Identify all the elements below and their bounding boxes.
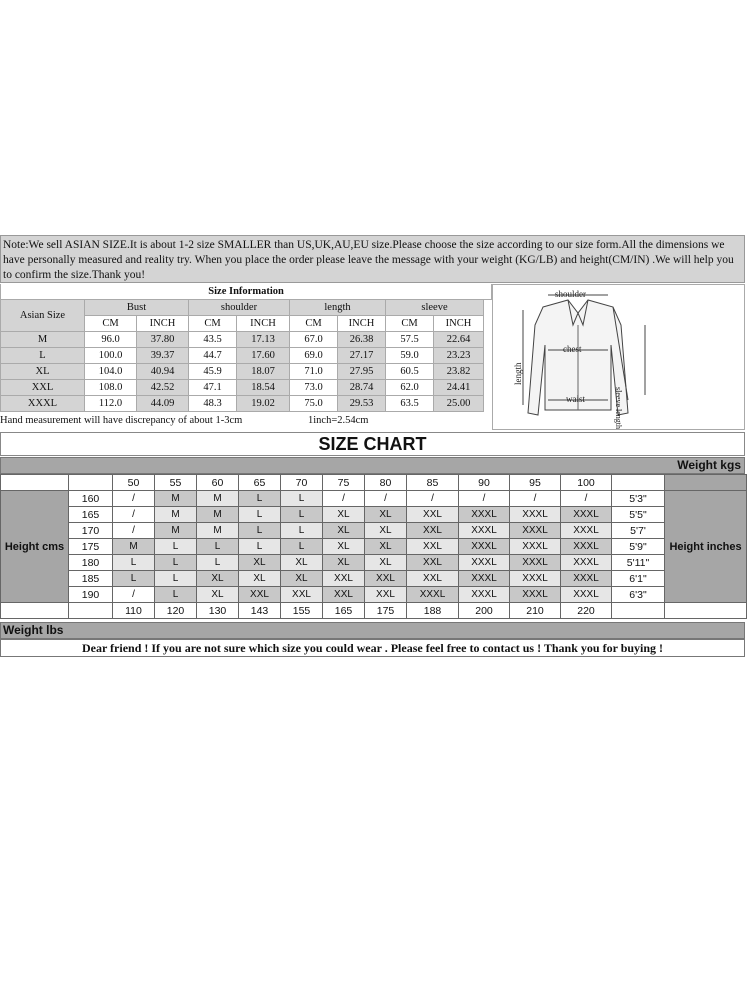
- height-cm-value: 190: [69, 587, 113, 603]
- size-information-table: [0, 284, 492, 412]
- size-cell: XL: [281, 571, 323, 587]
- weight-kg-row: [1, 475, 747, 491]
- size-info-row: [1, 380, 492, 396]
- size-info-cell: 26.38: [338, 332, 386, 348]
- size-cell: XXL: [407, 539, 459, 555]
- size-label: XXL: [1, 380, 85, 396]
- size-cell: /: [561, 491, 612, 507]
- size-info-cell: 43.5: [189, 332, 237, 348]
- height-inch-value: 6'1": [612, 571, 665, 587]
- size-info-cell: 57.5: [386, 332, 434, 348]
- size-chart-row: [1, 555, 747, 571]
- size-info-cell: 67.0: [290, 332, 338, 348]
- size-cell: XXXL: [510, 571, 561, 587]
- weight-kg-value: 80: [365, 475, 407, 491]
- size-label: XXXL: [1, 396, 85, 412]
- bust-header: Bust: [85, 300, 189, 316]
- size-info-cell: 73.0: [290, 380, 338, 396]
- size-cell: M: [197, 491, 239, 507]
- size-info-cell: 100.0: [85, 348, 137, 364]
- size-info-cell: 63.5: [386, 396, 434, 412]
- weight-lbs-value: 120: [155, 603, 197, 619]
- size-cell: XXXL: [510, 539, 561, 555]
- weight-lbs-label: Weight lbs: [0, 622, 745, 639]
- inch-conversion-note: 1inch=2.54cm: [308, 415, 369, 426]
- weight-lbs-row: [1, 603, 747, 619]
- size-cell: XXL: [365, 571, 407, 587]
- size-cell: M: [113, 539, 155, 555]
- size-cell: M: [197, 507, 239, 523]
- weight-kg-value: 75: [323, 475, 365, 491]
- size-info-cell: 69.0: [290, 348, 338, 364]
- size-chart-row: [1, 523, 747, 539]
- size-info-cell: 40.94: [137, 364, 189, 380]
- size-info-cell: 96.0: [85, 332, 137, 348]
- size-cell: XXL: [407, 507, 459, 523]
- size-cell: L: [113, 571, 155, 587]
- size-cell: XXXL: [561, 523, 612, 539]
- size-cell: XXL: [323, 587, 365, 603]
- size-cell: /: [323, 491, 365, 507]
- size-info-cell: 23.23: [434, 348, 484, 364]
- size-cell: XXXL: [510, 523, 561, 539]
- sleeve-header: sleeve: [386, 300, 484, 316]
- size-cell: /: [113, 507, 155, 523]
- size-cell: XXXL: [561, 539, 612, 555]
- size-info-cell: 23.82: [434, 364, 484, 380]
- size-cell: L: [281, 539, 323, 555]
- size-info-cell: 27.95: [338, 364, 386, 380]
- size-cell: /: [365, 491, 407, 507]
- size-cell: XL: [239, 571, 281, 587]
- weight-kg-value: 55: [155, 475, 197, 491]
- weight-kg-value: 95: [510, 475, 561, 491]
- size-cell: L: [239, 523, 281, 539]
- size-info-cell: 18.54: [237, 380, 290, 396]
- size-cell: /: [510, 491, 561, 507]
- size-info-cell: 24.41: [434, 380, 484, 396]
- diagram-shoulder-label: shoulder: [555, 289, 586, 299]
- size-chart-row: [1, 539, 747, 555]
- size-cell: L: [155, 587, 197, 603]
- size-cell: L: [197, 555, 239, 571]
- size-cell: XXXL: [510, 555, 561, 571]
- size-cell: XL: [281, 555, 323, 571]
- height-inch-value: 5'9": [612, 539, 665, 555]
- unit-header: INCH: [434, 316, 484, 332]
- diagram-length-label: length: [513, 362, 523, 385]
- height-inches-label: Height inches: [665, 491, 747, 603]
- height-inch-value: 5'5": [612, 507, 665, 523]
- height-cms-label: Height cms: [1, 491, 69, 603]
- height-inch-value: 5'7': [612, 523, 665, 539]
- weight-lbs-value: 143: [239, 603, 281, 619]
- weight-kg-value: 90: [459, 475, 510, 491]
- size-cell: XXL: [281, 587, 323, 603]
- size-label: M: [1, 332, 85, 348]
- size-info-cell: 75.0: [290, 396, 338, 412]
- asian-size-header: Asian Size: [1, 300, 85, 332]
- size-cell: /: [459, 491, 510, 507]
- size-cell: XXXL: [561, 587, 612, 603]
- size-info-cell: 48.3: [189, 396, 237, 412]
- height-cm-value: 165: [69, 507, 113, 523]
- size-info-cell: 44.09: [137, 396, 189, 412]
- height-inch-value: 6'3": [612, 587, 665, 603]
- unit-header: CM: [290, 316, 338, 332]
- size-info-cell: 25.00: [434, 396, 484, 412]
- weight-lbs-value: 188: [407, 603, 459, 619]
- weight-kg-value: 100: [561, 475, 612, 491]
- blank-cell: [665, 603, 747, 619]
- size-cell: L: [155, 555, 197, 571]
- shirt-icon: [493, 285, 744, 429]
- diagram-chest-label: chest: [563, 344, 582, 354]
- blank-cell: [612, 603, 665, 619]
- size-cell: XXXL: [510, 587, 561, 603]
- size-cell: XXXL: [459, 555, 510, 571]
- size-cell: L: [239, 539, 281, 555]
- size-cell: XXXL: [561, 555, 612, 571]
- weight-kgs-label: Weight kgs: [0, 457, 745, 474]
- weight-lbs-value: 110: [113, 603, 155, 619]
- size-chart-row: [1, 587, 747, 603]
- size-chart-row: [1, 491, 747, 507]
- diagram-sleeve-label: sleeve length: [614, 387, 623, 429]
- weight-lbs-value: 155: [281, 603, 323, 619]
- size-chart-row: [1, 507, 747, 523]
- size-label: XL: [1, 364, 85, 380]
- size-cell: XXL: [407, 555, 459, 571]
- weight-kg-value: 70: [281, 475, 323, 491]
- weight-kg-value: 60: [197, 475, 239, 491]
- unit-header: CM: [189, 316, 237, 332]
- size-cell: L: [239, 507, 281, 523]
- size-cell: L: [281, 491, 323, 507]
- weight-lbs-value: 210: [510, 603, 561, 619]
- blank-cell: [69, 603, 113, 619]
- size-info-cell: 17.60: [237, 348, 290, 364]
- diagram-waist-label: waist: [566, 394, 585, 404]
- height-cm-value: 185: [69, 571, 113, 587]
- hand-measurement-note: Hand measurement will have discrepancy of about 1-3cm: [0, 415, 243, 426]
- size-info-cell: 104.0: [85, 364, 137, 380]
- length-header: length: [290, 300, 386, 316]
- shirt-measurement-diagram: [492, 284, 745, 430]
- size-cell: XXXL: [459, 539, 510, 555]
- size-info-cell: 108.0: [85, 380, 137, 396]
- size-cell: XL: [365, 555, 407, 571]
- size-info-cell: 18.07: [237, 364, 290, 380]
- height-cm-value: 160: [69, 491, 113, 507]
- size-info-cell: 45.9: [189, 364, 237, 380]
- weight-lbs-value: 220: [561, 603, 612, 619]
- size-cell: M: [155, 523, 197, 539]
- size-cell: XL: [239, 555, 281, 571]
- size-info-cell: 44.7: [189, 348, 237, 364]
- size-cell: XXL: [239, 587, 281, 603]
- size-cell: L: [155, 571, 197, 587]
- size-chart-grid: [0, 474, 747, 619]
- size-cell: XXL: [407, 523, 459, 539]
- size-chart-row: [1, 571, 747, 587]
- weight-kg-value: 65: [239, 475, 281, 491]
- weight-kg-value: 50: [113, 475, 155, 491]
- shoulder-header: shoulder: [189, 300, 290, 316]
- size-info-title: Size Information: [1, 284, 492, 300]
- size-info-row: [1, 332, 492, 348]
- weight-lbs-value: 175: [365, 603, 407, 619]
- size-info-cell: 59.0: [386, 348, 434, 364]
- size-cell: XXXL: [407, 587, 459, 603]
- size-note: Note:We sell ASIAN SIZE.It is about 1-2 size SMALLER than US,UK,AU,EU size.Please choose the size according to our size form.All the dimensions we have personally measured and reality try. When you place the order please leave the message with your weight (KG/LB) and height(CM/IN) .We will help you to confirm the size.Thank you!: [0, 235, 745, 283]
- size-cell: /: [113, 491, 155, 507]
- size-cell: XL: [197, 571, 239, 587]
- size-cell: /: [113, 587, 155, 603]
- size-info-cell: 19.02: [237, 396, 290, 412]
- height-inch-value: 5'3": [612, 491, 665, 507]
- unit-header: INCH: [137, 316, 189, 332]
- size-info-cell: 112.0: [85, 396, 137, 412]
- size-cell: XXXL: [561, 571, 612, 587]
- size-cell: L: [239, 491, 281, 507]
- size-cell: M: [155, 507, 197, 523]
- blank-cell: [1, 603, 69, 619]
- weight-kg-value: 85: [407, 475, 459, 491]
- size-info-cell: 29.53: [338, 396, 386, 412]
- size-cell: XL: [323, 507, 365, 523]
- height-cm-value: 180: [69, 555, 113, 571]
- unit-header: CM: [85, 316, 137, 332]
- unit-header: CM: [386, 316, 434, 332]
- size-cell: XL: [365, 523, 407, 539]
- size-info-cell: 42.52: [137, 380, 189, 396]
- size-label: L: [1, 348, 85, 364]
- height-cm-value: 170: [69, 523, 113, 539]
- size-cell: /: [113, 523, 155, 539]
- size-info-cell: 22.64: [434, 332, 484, 348]
- height-inch-value: 5'11": [612, 555, 665, 571]
- size-info-cell: 60.5: [386, 364, 434, 380]
- contact-footer: Dear friend ! If you are not sure which size you could wear . Please feel free to contact us ! Thank you for buying !: [0, 639, 745, 657]
- size-info-row: [1, 364, 492, 380]
- size-cell: XXXL: [459, 587, 510, 603]
- size-cell: XXXL: [561, 507, 612, 523]
- size-info-cell: 62.0: [386, 380, 434, 396]
- size-cell: XL: [197, 587, 239, 603]
- size-info-cell: 39.37: [137, 348, 189, 364]
- size-info-row: [1, 348, 492, 364]
- weight-lbs-value: 130: [197, 603, 239, 619]
- size-cell: /: [407, 491, 459, 507]
- size-info-cell: 27.17: [338, 348, 386, 364]
- size-cell: XXL: [323, 571, 365, 587]
- size-cell: XXL: [365, 587, 407, 603]
- size-info-cell: 28.74: [338, 380, 386, 396]
- size-cell: XL: [323, 523, 365, 539]
- size-cell: XXXL: [459, 571, 510, 587]
- blank-cell: [1, 475, 69, 491]
- size-cell: L: [113, 555, 155, 571]
- size-info-cell: 17.13: [237, 332, 290, 348]
- size-cell: M: [197, 523, 239, 539]
- size-cell: XXXL: [510, 507, 561, 523]
- weight-lbs-value: 200: [459, 603, 510, 619]
- size-cell: L: [281, 523, 323, 539]
- size-cell: XXL: [407, 571, 459, 587]
- blank-cell: [612, 475, 665, 491]
- blank-cell: [69, 475, 113, 491]
- unit-header: INCH: [338, 316, 386, 332]
- size-cell: L: [197, 539, 239, 555]
- height-cm-value: 175: [69, 539, 113, 555]
- unit-header: INCH: [237, 316, 290, 332]
- size-chart-title: SIZE CHART: [0, 432, 745, 456]
- size-info-cell: 47.1: [189, 380, 237, 396]
- size-cell: XL: [365, 539, 407, 555]
- size-cell: XXXL: [459, 507, 510, 523]
- size-info-cell: 71.0: [290, 364, 338, 380]
- size-info-cell: 37.80: [137, 332, 189, 348]
- size-cell: XXXL: [459, 523, 510, 539]
- size-cell: XL: [365, 507, 407, 523]
- size-cell: M: [155, 491, 197, 507]
- size-cell: XL: [323, 555, 365, 571]
- size-cell: L: [155, 539, 197, 555]
- size-cell: L: [281, 507, 323, 523]
- blank-cell: [665, 475, 747, 491]
- size-info-row: [1, 396, 492, 412]
- size-cell: XL: [323, 539, 365, 555]
- weight-lbs-value: 165: [323, 603, 365, 619]
